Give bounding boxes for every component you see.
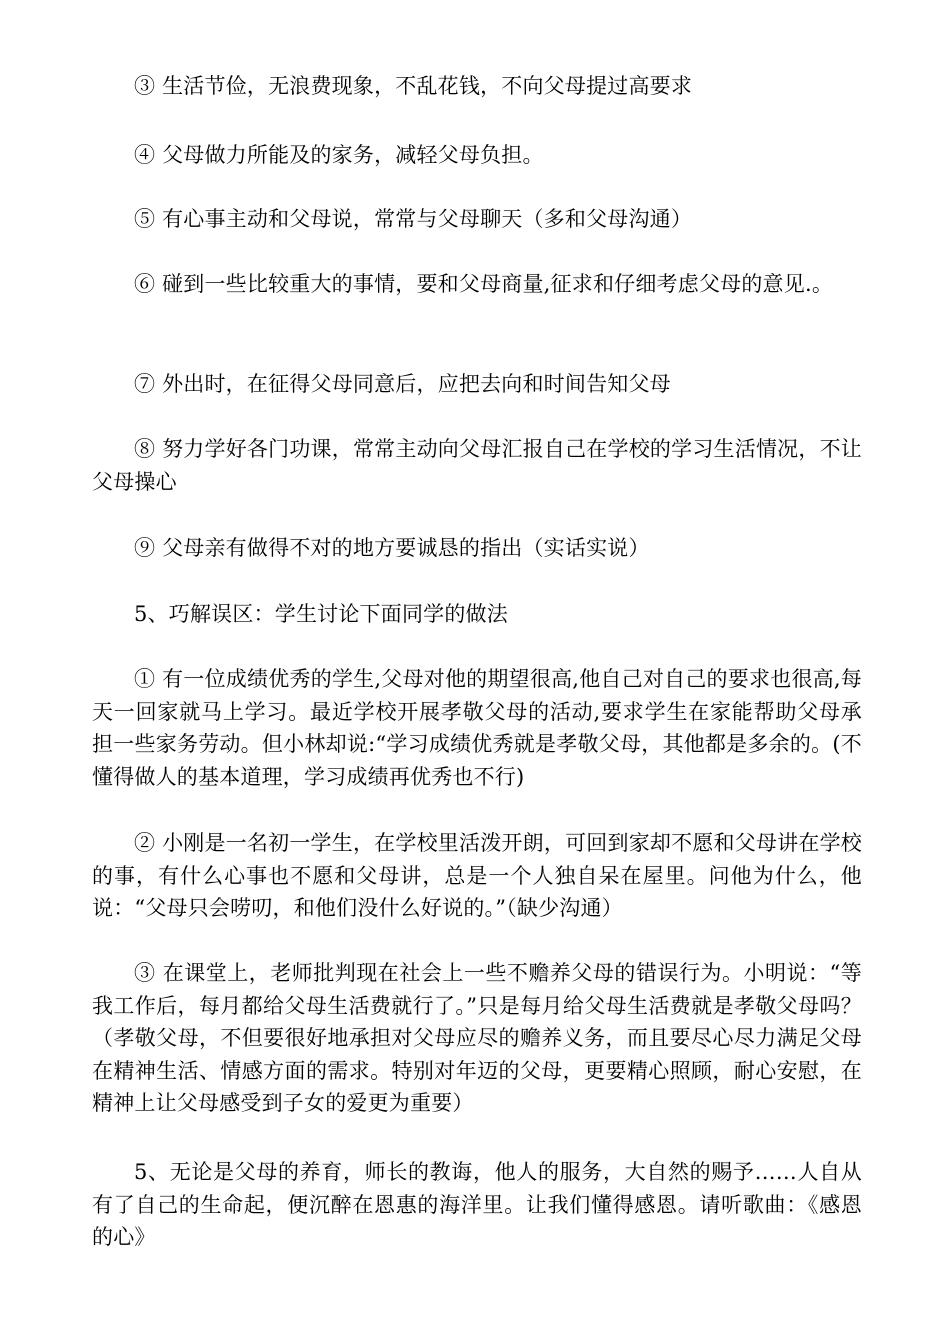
- paragraph-item-6: ⑥ 碰到一些比较重大的事情，要和父母商量,征求和仔细考虑父母的意见.。: [134, 272, 834, 296]
- case-paragraph-1: ① 有一位成绩优秀的学生,父母对他的期望很高,他自己对自己的要求也很高,每天一回家就马上学习。最近学校开展孝敬父母的活动,要求学生在家能帮助父母承担一些家务劳动。但小林却说:“学习成绩优秀就是孝敬父母，其他都是多余的。(不懂得做人的基本道理，学习成绩再优秀也不行): [92, 667, 862, 789]
- paragraph-item-7: ⑦ 外出时，在征得父母同意后，应把去向和时间告知父母: [134, 372, 671, 396]
- paragraph-item-5: ⑤ 有心事主动和父母说，常常与父母聊天（多和父母沟通）: [134, 207, 693, 231]
- closing-paragraph: 5、无论是父母的养育，师长的教诲，他人的服务，大自然的赐予……人自从有了自己的生命起，便沉醉在恩惠的海洋里。让我们懂得感恩。请听歌曲：《感恩的心》: [92, 1160, 862, 1249]
- paragraph-item-3: ③ 生活节俭，无浪费现象，不乱花钱，不向父母提过高要求: [134, 74, 693, 98]
- section-heading-5: 5、巧解误区：学生讨论下面同学的做法: [134, 602, 508, 626]
- case-paragraph-2: ② 小刚是一名初一学生，在学校里活泼开朗，可回到家却不愿和父母讲在学校的事，有什么心事也不愿和父母讲，总是一个人独自呆在屋里。问他为什么，他说：“父母只会唠叨，和他们没什么好说的。”（缺少沟通）: [92, 831, 862, 920]
- paragraph-item-8: ⑧ 努力学好各门功课，常常主动向父母汇报自己在学校的学习生活情况，不让父母操心: [92, 437, 862, 494]
- case-paragraph-3: ③ 在课堂上，老师批判现在社会上一些不赡养父母的错误行为。小明说：“等我工作后，每月都给父母生活费就行了。”只是每月给父母生活费就是孝敬父母吗？（孝敬父母，不但要很好地承担对父母应尽的赡养义务，而且要尽心尽力满足父母在精神生活、情感方面的需求。特别对年迈的父母，更要精心照顾，耐心安慰，在精神上让父母感受到子女的爱更为重要）: [92, 961, 862, 1115]
- paragraph-item-9: ⑨ 父母亲有做得不对的地方要诚恳的指出（实话实说）: [134, 536, 650, 560]
- paragraph-item-4: ④ 父母做力所能及的家务，减轻父母负担。: [134, 143, 544, 167]
